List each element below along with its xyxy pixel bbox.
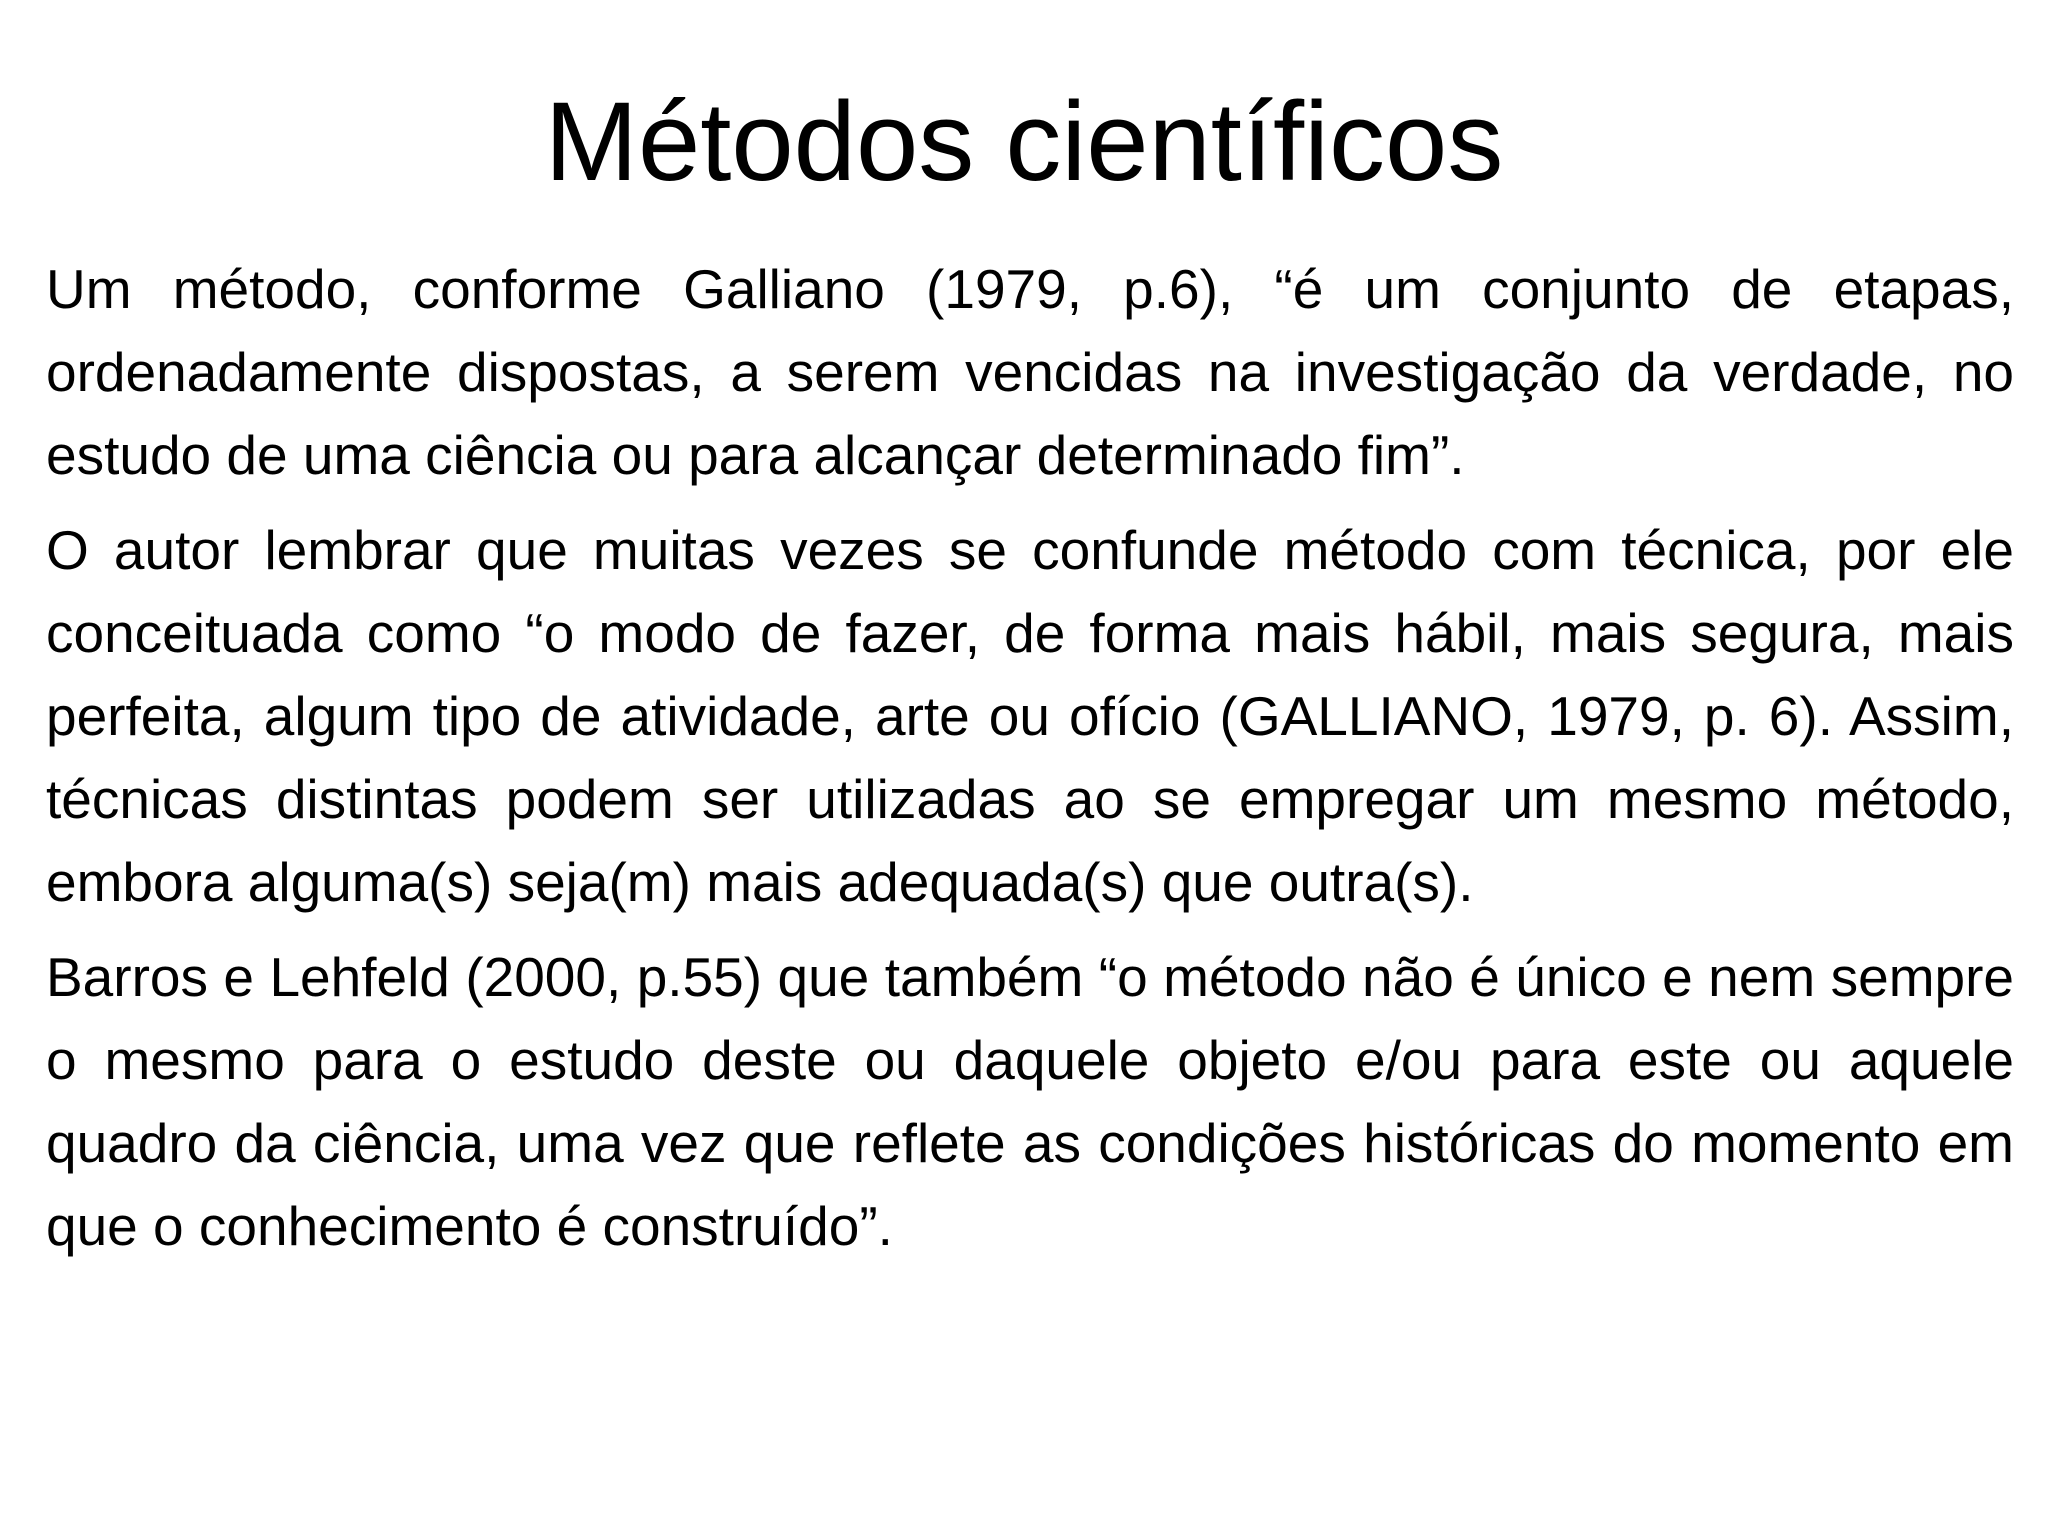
slide-body [46,248,2014,1280]
paragraph-method-vs-technique: O autor lembrar que muitas vezes se confunde método com técnica, por ele conceituada como “o modo de fazer, de forma mais hábil, mais segura, mais perfeita, algum tipo de atividade, arte ou ofício (GALLIANO, 1979, p. 6). Assim, técnicas distintas podem ser utilizadas ao se empregar um mesmo método, embora alguma(s) seja(m) mais adequada(s) que outra(s). [46,519,2014,913]
slide-title: Métodos científicos [544,79,1504,204]
paragraph-barros-lehfeld: Barros e Lehfeld (2000, p.55) que também “o método não é único e nem sempre o mesmo para o estudo deste ou daquele objeto e/ou para este ou aquele quadro da ciência, uma vez que reflete as condições históricas do momento em que o conhecimento é construído”. [46,946,2014,1257]
paragraph-definition: Um método, conforme Galliano (1979, p.6), “é um conjunto de etapas, ordenadamente dispostas, a serem vencidas na investigação da verdade, no estudo de uma ciência ou para alcançar determinado fim”. [46,258,2014,486]
